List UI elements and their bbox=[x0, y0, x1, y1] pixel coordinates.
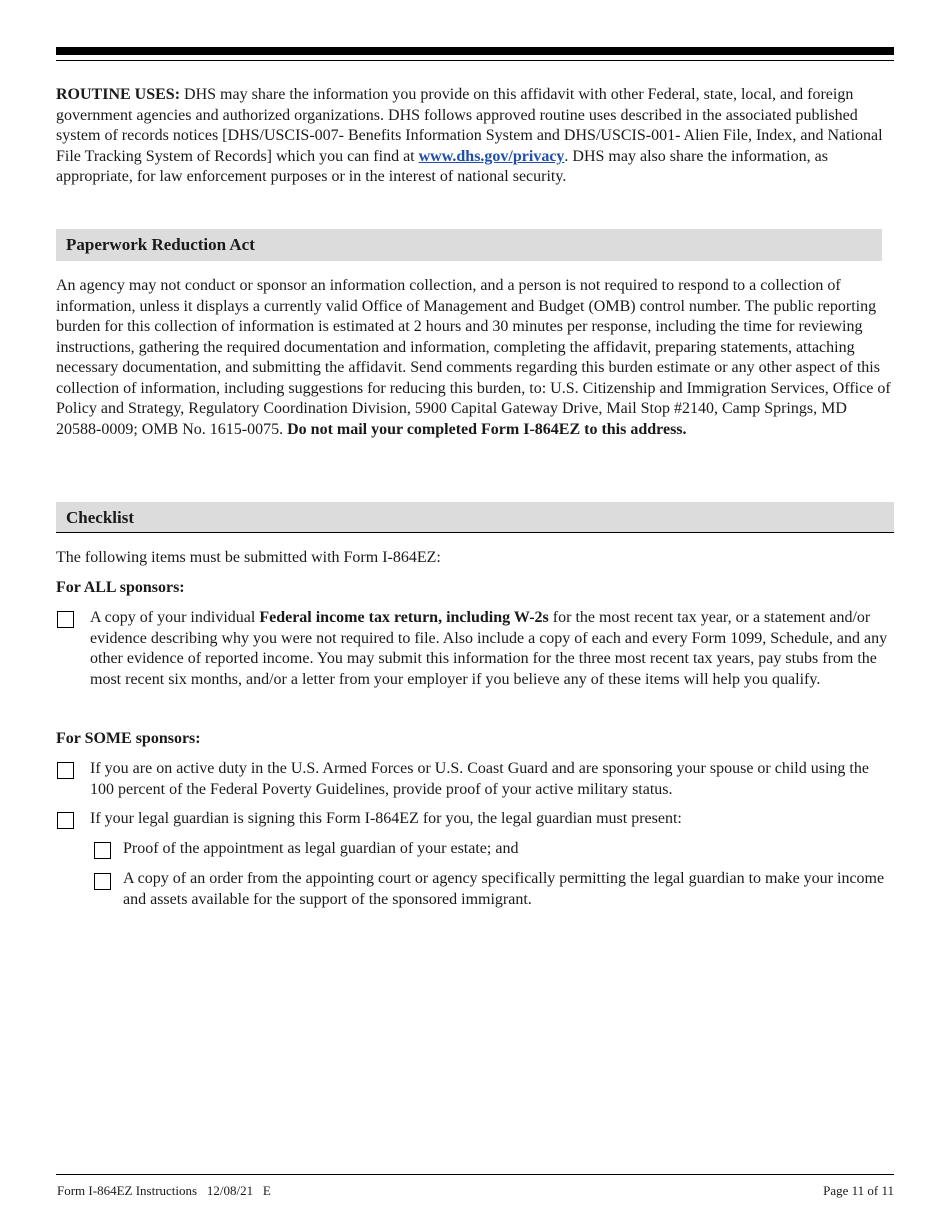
routine-uses-text: DHS may share the information you provide on this affidavit with other Federal, state, local, and foreign government agencies and authorized organizations. DHS follows approved routine uses described in the associated published system of records notices [DHS/USCIS-007- Benefits Information System and DHS/USCIS-001- Alien File, Index, and National File Tracking System of Records] which you can find at bbox=[56, 86, 883, 165]
paperwork-bold-text: Do not mail your completed Form I-864EZ to this address. bbox=[287, 420, 687, 438]
checklist-heading: Checklist bbox=[56, 502, 894, 533]
checkbox-legal-guardian[interactable] bbox=[57, 812, 74, 829]
court-order-item: A copy of an order from the appointing court or agency specifically permitting the legal guardian to make your income and assets available for the support of the sponsored immigrant. bbox=[123, 870, 885, 908]
header-rule-thick bbox=[56, 47, 894, 55]
guardian-appointment-item: Proof of the appointment as legal guardian of your estate; and bbox=[123, 840, 519, 857]
paperwork-reduction-heading: Paperwork Reduction Act bbox=[56, 229, 882, 261]
paperwork-text: An agency may not conduct or sponsor an information collection, and a person is not required to respond to a collection of information, unless it displays a currently valid Office of Management and Budget (OMB) control number. The public reporting burden for this collection of information is estimated at 2 hours and 30 minutes per response, including the time for reviewing instructions, gathering the required documentation and information, completing the affidavit, preparing statements, attaching necessary documentation, and submitting the affidavit. Send comments regarding this burden estimate or any other aspect of this collection of information, including suggestions for reducing this burden, to: U.S. Citizenship and Immigration Services, Office of Policy and Strategy, Regulatory Coordination Division, 5900 Capital Gateway Drive, Mail Stop #2140, Camp Springs, MD 20588-0009; OMB No. 1615-0075. bbox=[56, 277, 891, 438]
all-sponsors-heading: For ALL sponsors: bbox=[56, 579, 185, 596]
routine-uses-text-end: . DHS may also share the information, as appropriate, for law enforcement purposes or in the interest of national security. bbox=[56, 147, 828, 185]
tax-return-text-end: for the most recent tax year, or a statement and/or evidence describing why you were not required to file. Also include a copy of each and every Form 1099, Schedule, and any other evidence of reported income. You may submit this information for the three most recent tax years, pay stubs from the most recent six months, and/or a letter from your employer if you believe any of these items will help you qualify. bbox=[90, 609, 888, 688]
tax-return-bold: Federal income tax return, including W-2s bbox=[259, 609, 549, 626]
checklist-intro: The following items must be submitted with Form I-864EZ: bbox=[56, 549, 441, 566]
dhs-privacy-link[interactable]: www.dhs.gov/privacy bbox=[418, 147, 565, 165]
checkbox-guardian-appointment[interactable] bbox=[94, 842, 111, 859]
tax-return-item bbox=[90, 608, 890, 690]
header-rule-thin bbox=[56, 60, 894, 61]
footer-page-number: Page 11 of 11 bbox=[823, 1183, 894, 1198]
footer-rule bbox=[56, 1174, 894, 1175]
footer-form-id: Form I-864EZ Instructions 12/08/21 E bbox=[57, 1183, 271, 1198]
checkbox-tax-return[interactable] bbox=[57, 611, 74, 628]
routine-uses-paragraph bbox=[56, 85, 892, 188]
routine-uses-lead: ROUTINE USES: bbox=[56, 86, 181, 103]
checkbox-court-order[interactable] bbox=[94, 873, 111, 890]
paperwork-reduction-paragraph bbox=[56, 276, 892, 440]
checkbox-military-status[interactable] bbox=[57, 762, 74, 779]
some-sponsors-heading: For SOME sponsors: bbox=[56, 730, 201, 747]
tax-return-text: A copy of your individual bbox=[90, 609, 260, 626]
military-status-item: If you are on active duty in the U.S. Armed Forces or U.S. Coast Guard and are sponsoring your spouse or child using the 100 percent of the Federal Poverty Guidelines, provide proof of your active military status. bbox=[90, 760, 869, 798]
legal-guardian-item: If your legal guardian is signing this Form I-864EZ for you, the legal guardian must present: bbox=[90, 810, 682, 827]
